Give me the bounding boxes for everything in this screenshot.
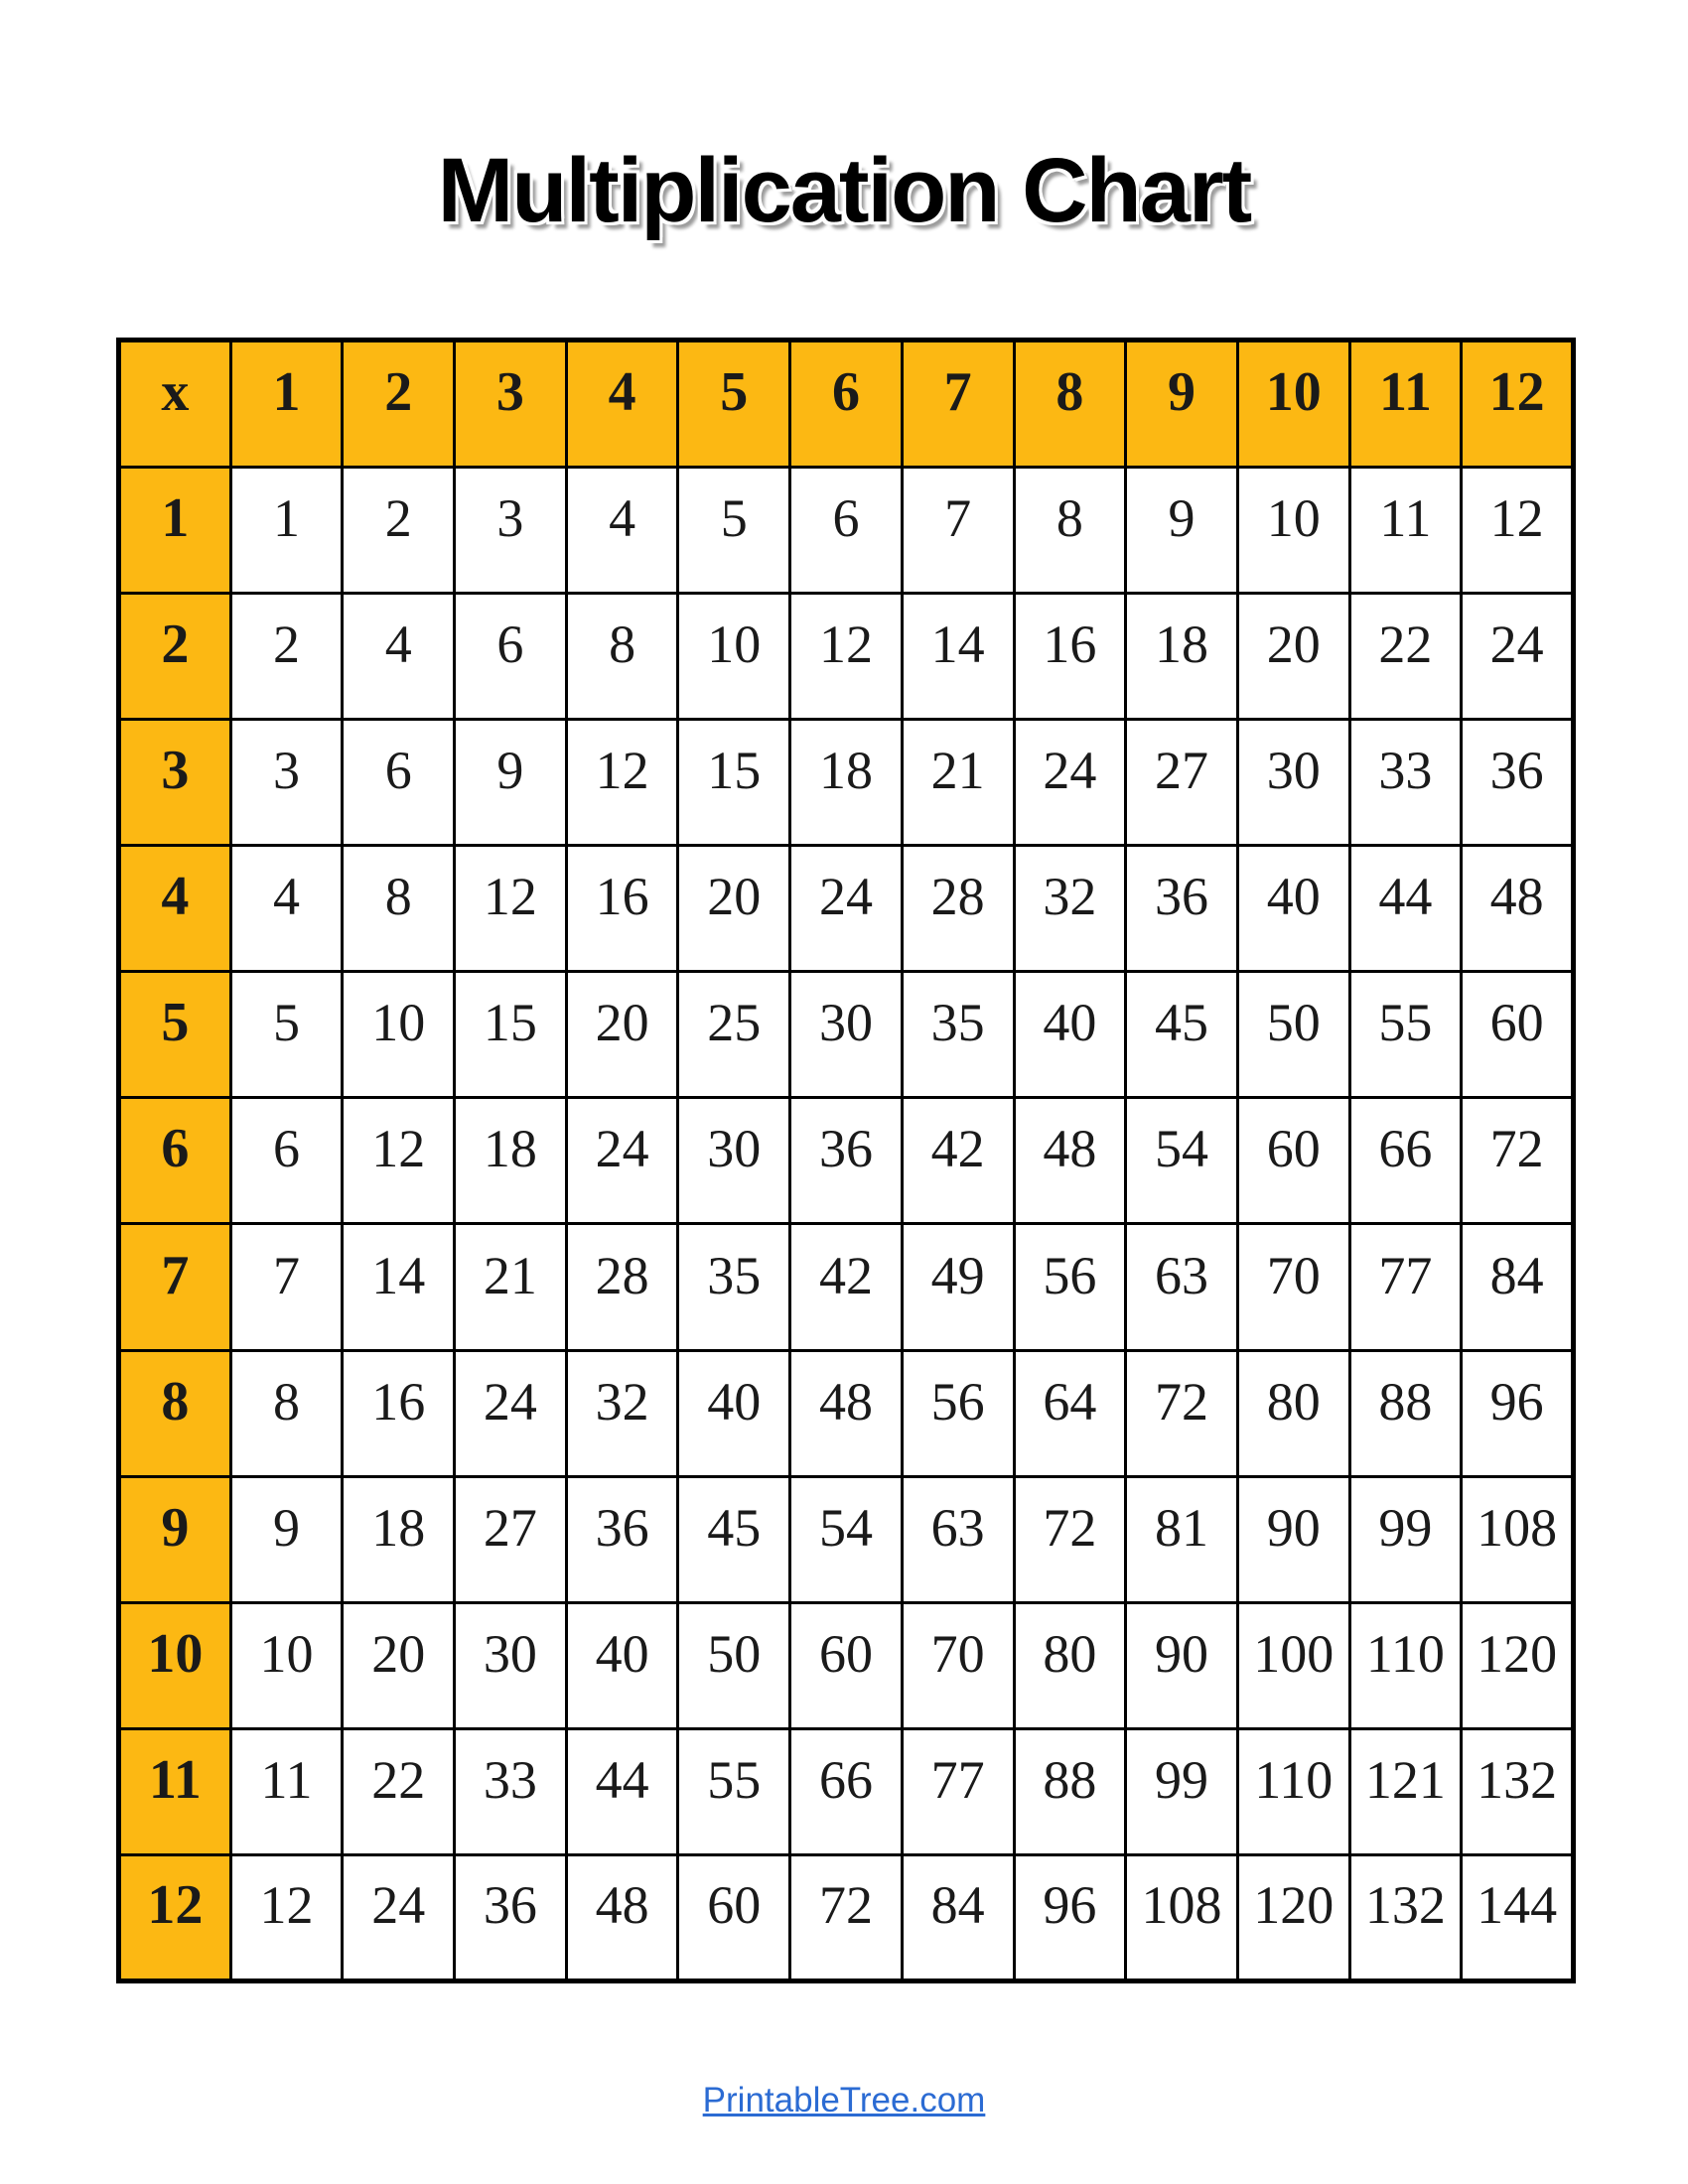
product-cell-7x4: 28 (566, 1224, 678, 1350)
product-cell-3x8: 24 (1014, 720, 1126, 846)
col-header-cell-7: 7 (902, 341, 1014, 468)
product-cell-9x6: 54 (790, 1476, 903, 1602)
product-cell-2x11: 22 (1349, 594, 1462, 720)
product-cell-6x3: 18 (455, 1098, 567, 1224)
product-cell-5x12: 60 (1462, 972, 1574, 1098)
row-header-cell-12: 12 (119, 1854, 231, 1980)
product-cell-6x12: 72 (1462, 1098, 1574, 1224)
col-header-cell-1: 1 (230, 341, 343, 468)
product-cell-8x4: 32 (566, 1350, 678, 1476)
table-header (119, 341, 1574, 468)
product-cell-4x1: 4 (230, 846, 343, 972)
product-cell-5x6: 30 (790, 972, 903, 1098)
product-cell-3x9: 27 (1126, 720, 1238, 846)
product-cell-1x11: 11 (1349, 468, 1462, 594)
product-cell-7x5: 35 (678, 1224, 790, 1350)
product-cell-10x4: 40 (566, 1602, 678, 1728)
product-cell-9x10: 90 (1237, 1476, 1349, 1602)
product-cell-4x10: 40 (1237, 846, 1349, 972)
product-cell-12x1: 12 (230, 1854, 343, 1980)
product-cell-3x6: 18 (790, 720, 903, 846)
product-cell-8x6: 48 (790, 1350, 903, 1476)
product-cell-11x11: 121 (1349, 1728, 1462, 1854)
product-cell-4x8: 32 (1014, 846, 1126, 972)
product-cell-2x9: 18 (1126, 594, 1238, 720)
product-cell-11x10: 110 (1237, 1728, 1349, 1854)
product-cell-4x12: 48 (1462, 846, 1574, 972)
product-cell-9x1: 9 (230, 1476, 343, 1602)
product-cell-7x7: 49 (902, 1224, 1014, 1350)
col-header-cell-4: 4 (566, 341, 678, 468)
table-row-7 (119, 1224, 1574, 1350)
product-cell-11x7: 77 (902, 1728, 1014, 1854)
table-row-1 (119, 468, 1574, 594)
product-cell-5x1: 5 (230, 972, 343, 1098)
col-header-cell-10: 10 (1237, 341, 1349, 468)
product-cell-12x9: 108 (1126, 1854, 1238, 1980)
product-cell-6x4: 24 (566, 1098, 678, 1224)
product-cell-9x2: 18 (343, 1476, 455, 1602)
product-cell-1x12: 12 (1462, 468, 1574, 594)
product-cell-7x9: 63 (1126, 1224, 1238, 1350)
table-row-12 (119, 1854, 1574, 1980)
row-header-cell-6: 6 (119, 1098, 231, 1224)
product-cell-10x1: 10 (230, 1602, 343, 1728)
row-header-cell-10: 10 (119, 1602, 231, 1728)
page-title: Multiplication Chart (437, 139, 1251, 241)
product-cell-11x8: 88 (1014, 1728, 1126, 1854)
product-cell-9x9: 81 (1126, 1476, 1238, 1602)
product-cell-9x8: 72 (1014, 1476, 1126, 1602)
col-header-cell-8: 8 (1014, 341, 1126, 468)
product-cell-11x12: 132 (1462, 1728, 1574, 1854)
product-cell-5x11: 55 (1349, 972, 1462, 1098)
product-cell-10x2: 20 (343, 1602, 455, 1728)
product-cell-4x3: 12 (455, 846, 567, 972)
product-cell-3x11: 33 (1349, 720, 1462, 846)
product-cell-3x4: 12 (566, 720, 678, 846)
row-header-cell-5: 5 (119, 972, 231, 1098)
product-cell-3x2: 6 (343, 720, 455, 846)
product-cell-10x6: 60 (790, 1602, 903, 1728)
product-cell-4x5: 20 (678, 846, 790, 972)
product-cell-7x10: 70 (1237, 1224, 1349, 1350)
product-cell-3x3: 9 (455, 720, 567, 846)
product-cell-1x6: 6 (790, 468, 903, 594)
product-cell-5x9: 45 (1126, 972, 1238, 1098)
product-cell-2x2: 4 (343, 594, 455, 720)
product-cell-5x4: 20 (566, 972, 678, 1098)
product-cell-2x4: 8 (566, 594, 678, 720)
table-row-11 (119, 1728, 1574, 1854)
product-cell-1x5: 5 (678, 468, 790, 594)
product-cell-8x8: 64 (1014, 1350, 1126, 1476)
product-cell-6x11: 66 (1349, 1098, 1462, 1224)
product-cell-5x2: 10 (343, 972, 455, 1098)
table-row-2 (119, 594, 1574, 720)
product-cell-5x8: 40 (1014, 972, 1126, 1098)
product-cell-1x1: 1 (230, 468, 343, 594)
product-cell-7x1: 7 (230, 1224, 343, 1350)
product-cell-6x10: 60 (1237, 1098, 1349, 1224)
multiplication-table (116, 338, 1576, 1983)
table-row-3 (119, 720, 1574, 846)
product-cell-5x10: 50 (1237, 972, 1349, 1098)
product-cell-6x2: 12 (343, 1098, 455, 1224)
product-cell-1x10: 10 (1237, 468, 1349, 594)
product-cell-6x1: 6 (230, 1098, 343, 1224)
product-cell-8x5: 40 (678, 1350, 790, 1476)
product-cell-6x9: 54 (1126, 1098, 1238, 1224)
product-cell-2x5: 10 (678, 594, 790, 720)
table-row-6 (119, 1098, 1574, 1224)
col-header-cell-2: 2 (343, 341, 455, 468)
product-cell-10x12: 120 (1462, 1602, 1574, 1728)
row-header-cell-4: 4 (119, 846, 231, 972)
product-cell-3x10: 30 (1237, 720, 1349, 846)
product-cell-5x3: 15 (455, 972, 567, 1098)
table-row-5 (119, 972, 1574, 1098)
product-cell-3x7: 21 (902, 720, 1014, 846)
product-cell-2x6: 12 (790, 594, 903, 720)
product-cell-11x2: 22 (343, 1728, 455, 1854)
product-cell-8x11: 88 (1349, 1350, 1462, 1476)
product-cell-9x12: 108 (1462, 1476, 1574, 1602)
table-row-10 (119, 1602, 1574, 1728)
product-cell-6x7: 42 (902, 1098, 1014, 1224)
product-cell-12x8: 96 (1014, 1854, 1126, 1980)
product-cell-8x7: 56 (902, 1350, 1014, 1476)
row-header-cell-7: 7 (119, 1224, 231, 1350)
product-cell-2x3: 6 (455, 594, 567, 720)
product-cell-8x2: 16 (343, 1350, 455, 1476)
col-header-cell-5: 5 (678, 341, 790, 468)
product-cell-12x3: 36 (455, 1854, 567, 1980)
product-cell-4x9: 36 (1126, 846, 1238, 972)
product-cell-7x3: 21 (455, 1224, 567, 1350)
product-cell-7x12: 84 (1462, 1224, 1574, 1350)
product-cell-8x9: 72 (1126, 1350, 1238, 1476)
product-cell-1x2: 2 (343, 468, 455, 594)
row-header-cell-11: 11 (119, 1728, 231, 1854)
product-cell-1x7: 7 (902, 468, 1014, 594)
product-cell-11x3: 33 (455, 1728, 567, 1854)
table-body (119, 468, 1574, 1981)
product-cell-1x4: 4 (566, 468, 678, 594)
product-cell-4x4: 16 (566, 846, 678, 972)
product-cell-2x7: 14 (902, 594, 1014, 720)
product-cell-4x2: 8 (343, 846, 455, 972)
product-cell-12x11: 132 (1349, 1854, 1462, 1980)
col-header-cell-6: 6 (790, 341, 903, 468)
product-cell-9x5: 45 (678, 1476, 790, 1602)
footer (0, 2081, 1688, 2120)
product-cell-6x8: 48 (1014, 1098, 1126, 1224)
product-cell-2x1: 2 (230, 594, 343, 720)
product-cell-4x11: 44 (1349, 846, 1462, 972)
row-header-cell-9: 9 (119, 1476, 231, 1602)
product-cell-7x8: 56 (1014, 1224, 1126, 1350)
product-cell-11x4: 44 (566, 1728, 678, 1854)
product-cell-12x10: 120 (1237, 1854, 1349, 1980)
product-cell-5x5: 25 (678, 972, 790, 1098)
product-cell-9x4: 36 (566, 1476, 678, 1602)
row-header-cell-1: 1 (119, 468, 231, 594)
product-cell-12x12: 144 (1462, 1854, 1574, 1980)
product-cell-8x1: 8 (230, 1350, 343, 1476)
product-cell-1x8: 8 (1014, 468, 1126, 594)
footer-link[interactable]: PrintableTree.com (702, 2081, 986, 2119)
product-cell-11x5: 55 (678, 1728, 790, 1854)
product-cell-3x12: 36 (1462, 720, 1574, 846)
row-header-cell-3: 3 (119, 720, 231, 846)
product-cell-10x7: 70 (902, 1602, 1014, 1728)
product-cell-10x3: 30 (455, 1602, 567, 1728)
product-cell-10x8: 80 (1014, 1602, 1126, 1728)
table-row-4 (119, 846, 1574, 972)
product-cell-2x12: 24 (1462, 594, 1574, 720)
product-cell-12x5: 60 (678, 1854, 790, 1980)
product-cell-6x5: 30 (678, 1098, 790, 1224)
product-cell-2x8: 16 (1014, 594, 1126, 720)
product-cell-12x2: 24 (343, 1854, 455, 1980)
col-header-cell-3: 3 (455, 341, 567, 468)
product-cell-1x9: 9 (1126, 468, 1238, 594)
product-cell-9x7: 63 (902, 1476, 1014, 1602)
col-header-cell-9: 9 (1126, 341, 1238, 468)
product-cell-1x3: 3 (455, 468, 567, 594)
product-cell-9x11: 99 (1349, 1476, 1462, 1602)
product-cell-12x4: 48 (566, 1854, 678, 1980)
product-cell-10x5: 50 (678, 1602, 790, 1728)
product-cell-12x6: 72 (790, 1854, 903, 1980)
product-cell-8x3: 24 (455, 1350, 567, 1476)
product-cell-4x6: 24 (790, 846, 903, 972)
product-cell-11x1: 11 (230, 1728, 343, 1854)
col-header-cell-12: 12 (1462, 341, 1574, 468)
product-cell-9x3: 27 (455, 1476, 567, 1602)
row-header-cell-8: 8 (119, 1350, 231, 1476)
table-row-8 (119, 1350, 1574, 1476)
table-header-row (119, 341, 1574, 468)
product-cell-11x9: 99 (1126, 1728, 1238, 1854)
product-cell-10x9: 90 (1126, 1602, 1238, 1728)
corner-cell: x (119, 341, 231, 468)
product-cell-7x2: 14 (343, 1224, 455, 1350)
product-cell-4x7: 28 (902, 846, 1014, 972)
product-cell-12x7: 84 (902, 1854, 1014, 1980)
product-cell-6x6: 36 (790, 1098, 903, 1224)
product-cell-7x11: 77 (1349, 1224, 1462, 1350)
product-cell-2x10: 20 (1237, 594, 1349, 720)
product-cell-10x10: 100 (1237, 1602, 1349, 1728)
product-cell-8x10: 80 (1237, 1350, 1349, 1476)
row-header-cell-2: 2 (119, 594, 231, 720)
col-header-cell-11: 11 (1349, 341, 1462, 468)
product-cell-5x7: 35 (902, 972, 1014, 1098)
product-cell-7x6: 42 (790, 1224, 903, 1350)
product-cell-8x12: 96 (1462, 1350, 1574, 1476)
product-cell-10x11: 110 (1349, 1602, 1462, 1728)
product-cell-3x1: 3 (230, 720, 343, 846)
product-cell-11x6: 66 (790, 1728, 903, 1854)
table-row-9 (119, 1476, 1574, 1602)
product-cell-3x5: 15 (678, 720, 790, 846)
